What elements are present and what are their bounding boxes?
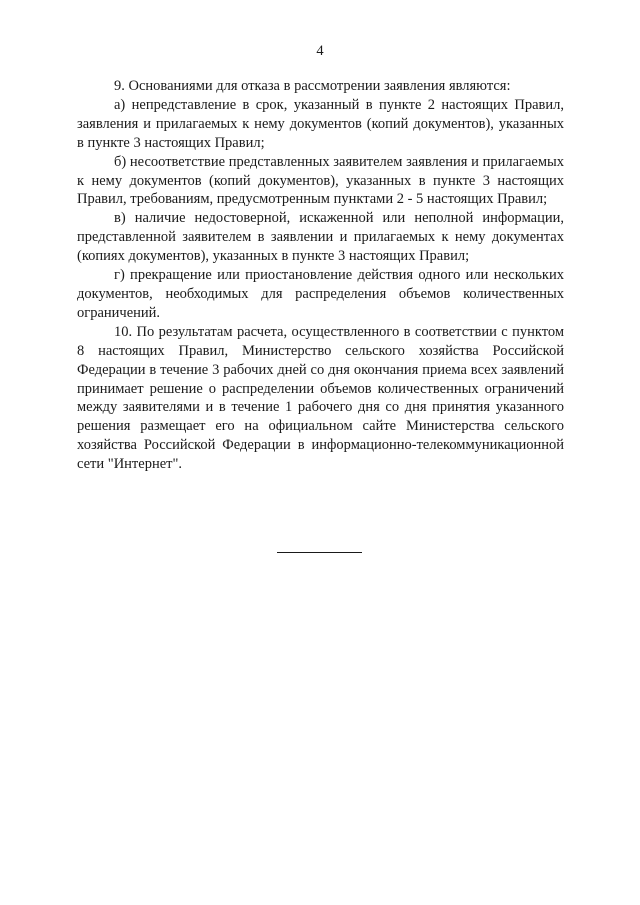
paragraph-9-a: а) непредставление в срок, указанный в пункте 2 настоящих Правил, заявления и прилагаемых к нему документов (копий документов), указанных в пункте 3 настоящих Правил; (77, 96, 564, 151)
end-divider-line (277, 552, 362, 553)
paragraph-9-b: б) несоответствие представленных заявителем заявления и прилагаемых к нему документов (копий документов), указанных в пункте 3 настоящих Правил, требованиям, предусмотренным пунктами 2 - 5 настоящих Правил; (77, 153, 564, 208)
paragraph-9-intro: 9. Основаниями для отказа в рассмотрении заявления являются: (114, 78, 511, 94)
page-number: 4 (316, 43, 324, 59)
paragraph-9-g: г) прекращение или приостановление действия одного или нескольких документов, необходимых для распределения объемов количественных ограничений. (77, 267, 564, 321)
paragraph-9-v: в) наличие недостоверной, искаженной или неполной информации, представленной заявителем в заявлении и прилагаемых к нему документах (копиях документов), указанных в пункте 3 настоящих Правил; (77, 210, 564, 265)
document-body (77, 77, 564, 474)
paragraph-10: 10. По результатам расчета, осуществленного в соответствии с пунктом 8 настоящих Правил, Министерство сельского хозяйства Российской Федерации в течение 3 рабочих дней со дня окончания приема всех заявлений принимает решение о распределении объемов количественных ограничений между заявителями и в течение 1 рабочего дня со дня принятия указанного решения размещает его на официальном сайте Министерства сельского хозяйства Российской Федерации в информационно-телекоммуникационной сети "Интернет". (77, 323, 564, 473)
